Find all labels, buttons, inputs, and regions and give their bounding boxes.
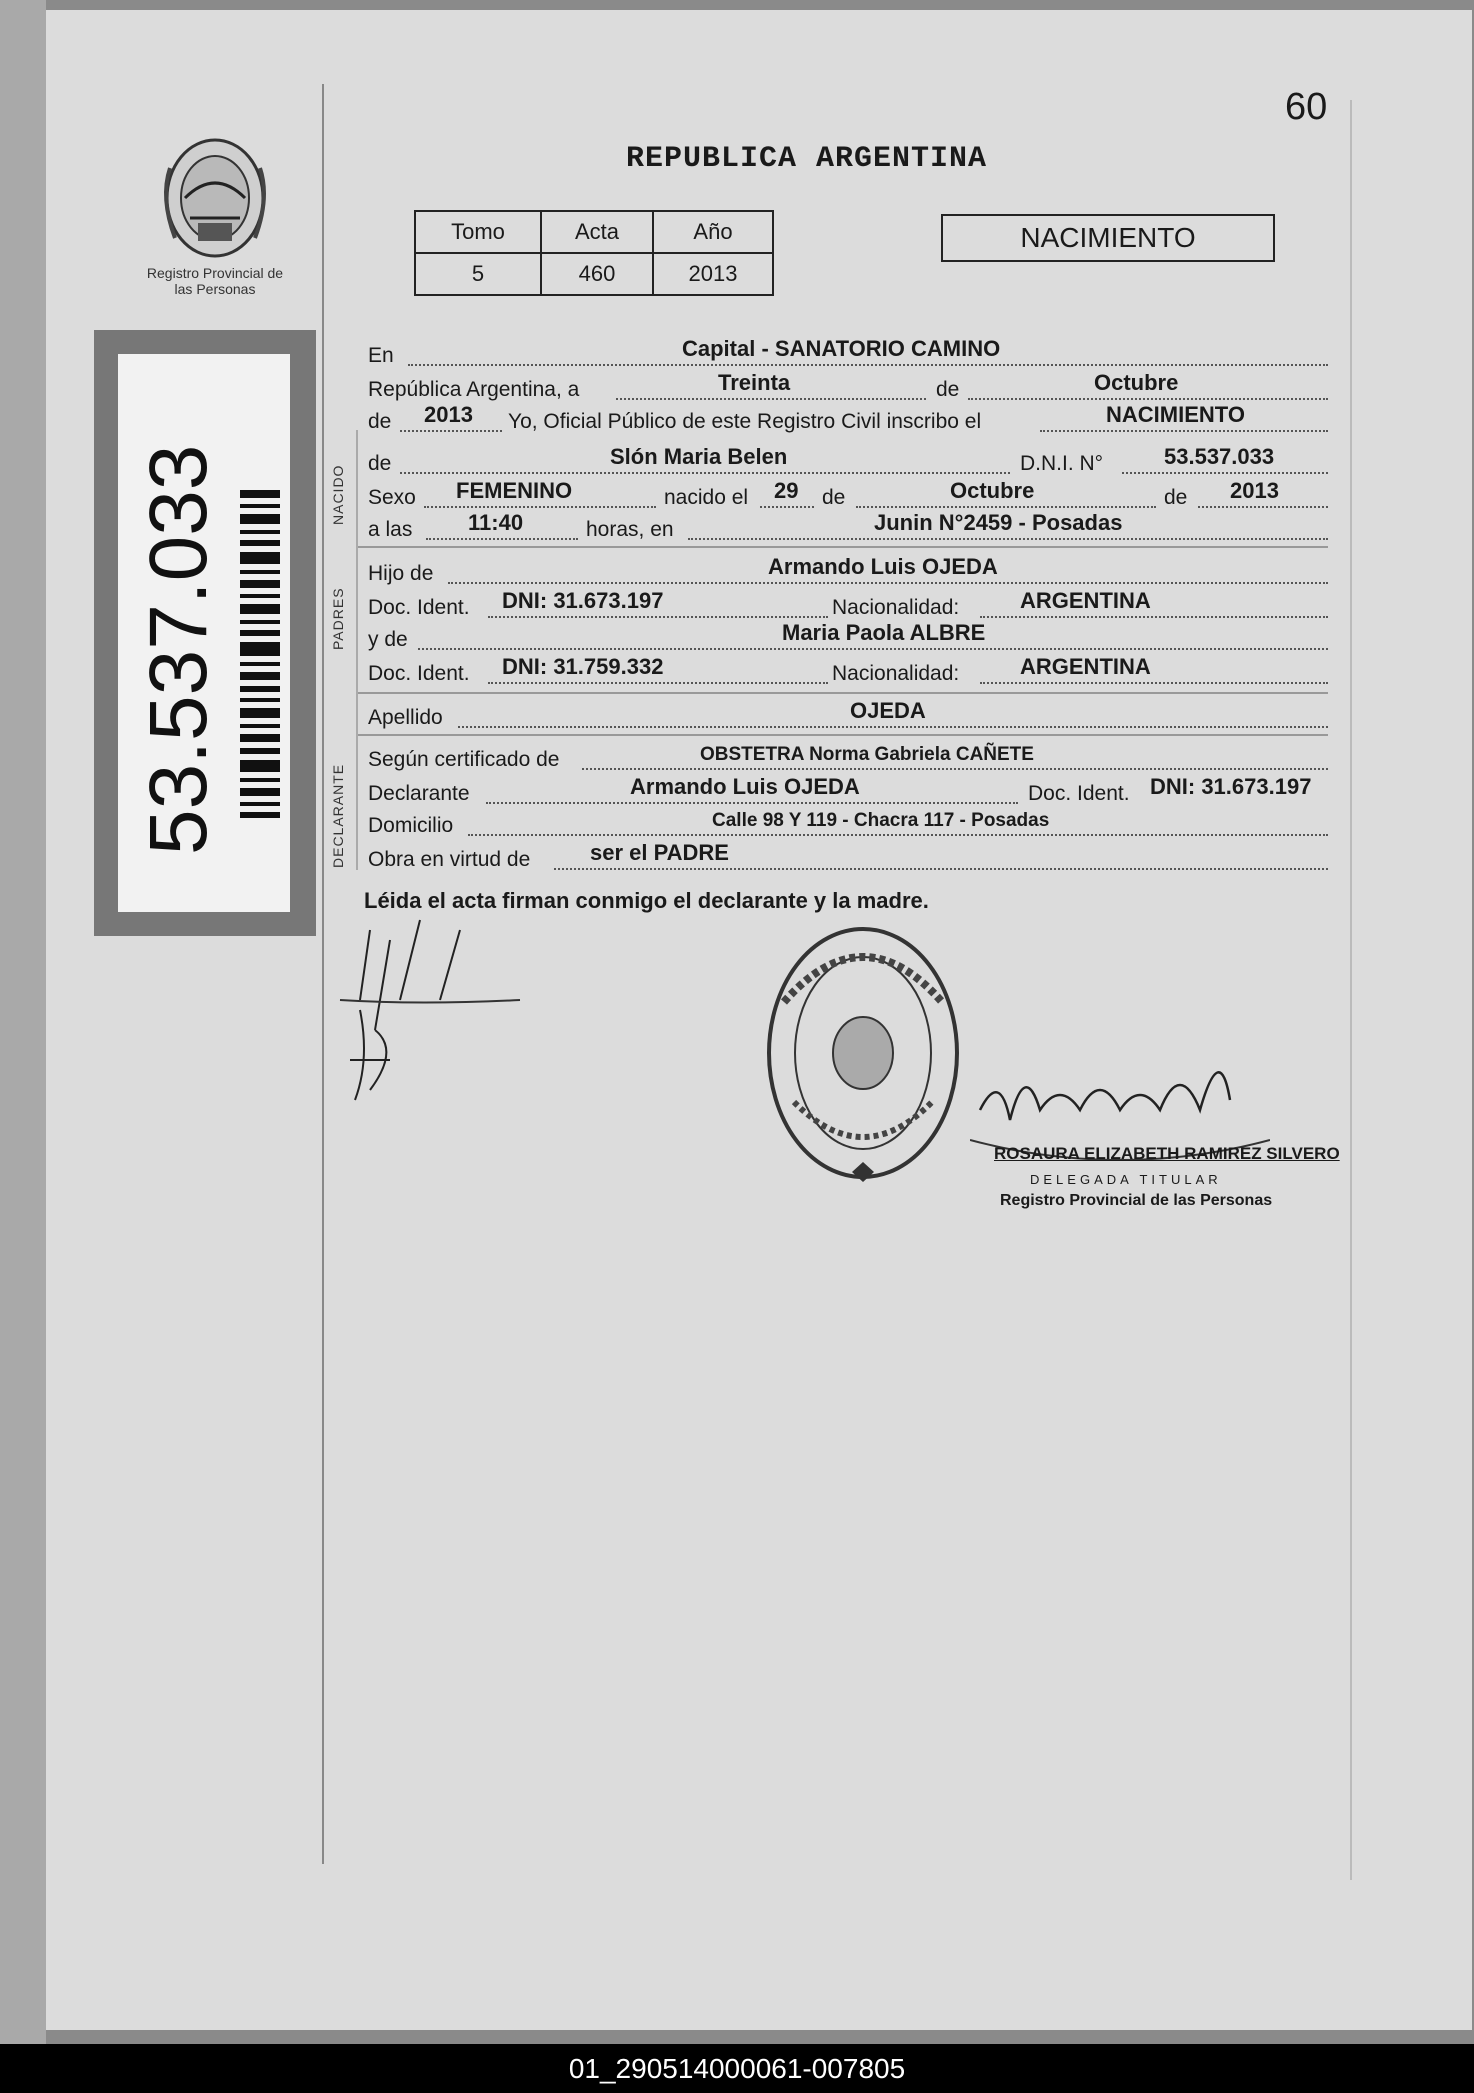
de5-label: de <box>1164 486 1188 509</box>
domicilio-value: Calle 98 Y 119 - Chacra 117 - Posadas <box>712 810 1050 831</box>
day-value: 29 <box>774 478 799 503</box>
signer-name: ROSAURA ELIZABETH RAMIREZ SILVERO <box>994 1144 1340 1163</box>
de-label: de <box>936 378 960 401</box>
row-sexo <box>368 480 1328 512</box>
row-doc2 <box>368 656 1328 688</box>
row-yo <box>368 404 1328 436</box>
doc1-label: Doc. Ident. <box>368 596 470 619</box>
row-declarante <box>368 776 1328 808</box>
scan-footer: 01_290514000061-007805 <box>0 2044 1474 2093</box>
ano-value: 2013 <box>653 253 773 295</box>
row-name <box>368 446 1328 478</box>
row-hora <box>368 512 1328 544</box>
de4-label: de <box>822 486 846 509</box>
scan-edge <box>0 0 46 2093</box>
father-value: Armando Luis OJEDA <box>768 554 998 579</box>
sexo-label: Sexo <box>368 486 416 509</box>
nac2-label: Nacionalidad: <box>832 662 960 685</box>
nac1-label: Nacionalidad: <box>832 596 960 619</box>
document-page <box>46 10 1472 2030</box>
apellido-label: Apellido <box>368 706 443 729</box>
row-mother <box>368 622 1328 654</box>
nacido-label: nacido el <box>664 486 749 509</box>
ano-header: Año <box>653 211 773 253</box>
birth-month-value: Octubre <box>950 478 1035 503</box>
yde-label: y de <box>368 628 408 651</box>
place-value: Junin N°2459 - Posadas <box>874 510 1123 535</box>
republica-label: República Argentina, a <box>368 378 580 401</box>
row-obra <box>368 842 1328 874</box>
hijo-label: Hijo de <box>368 562 434 585</box>
row-domicilio <box>368 808 1328 840</box>
horas-label: horas, en <box>586 518 674 541</box>
doc2-value: DNI: 31.759.332 <box>502 654 664 679</box>
declarante-label: Declarante <box>368 782 470 805</box>
barcode-number: 53.537.033 <box>133 444 224 855</box>
declarante-value: Armando Luis OJEDA <box>630 774 860 799</box>
en-label: En <box>368 344 394 367</box>
declarant-signature <box>330 910 530 1110</box>
signer-org: Registro Provincial de las Personas <box>1000 1192 1273 1209</box>
doc1-value: DNI: 31.673.197 <box>502 588 664 613</box>
doc2-label: Doc. Ident. <box>368 662 470 685</box>
official-stamp <box>764 922 962 1184</box>
year-value: 2013 <box>424 402 473 427</box>
nac1-value: ARGENTINA <box>1020 588 1151 613</box>
de3-label: de <box>368 452 392 475</box>
obra-value: ser el PADRE <box>590 840 729 865</box>
tomo-acta-table <box>414 210 774 296</box>
sexo-value: FEMENINO <box>456 478 573 503</box>
mother-value: Maria Paola ALBRE <box>782 620 986 645</box>
right-margin-line <box>1350 100 1352 1880</box>
registry-name: Registro Provincial de las Personas <box>146 265 284 297</box>
row-en <box>368 338 1328 370</box>
margin-line <box>322 84 324 1864</box>
side-label-padres: PADRES <box>330 587 346 650</box>
page-number: 60 <box>1285 86 1328 128</box>
obra-label: Obra en virtud de <box>368 848 531 871</box>
docdecl-value: DNI: 31.673.197 <box>1150 774 1312 799</box>
yo-label: Yo, Oficial Público de este Registro Civil inscribo el <box>508 410 982 433</box>
act-type-box: NACIMIENTO <box>941 214 1275 262</box>
row-apellido <box>368 700 1328 732</box>
month-value: Octubre <box>1094 370 1179 395</box>
row-republica <box>368 372 1328 404</box>
dni-value: 53.537.033 <box>1164 444 1275 469</box>
nac2-value: ARGENTINA <box>1020 654 1151 679</box>
separator-1 <box>358 546 1328 548</box>
name-value: Slón Maria Belen <box>610 444 788 469</box>
alas-label: a las <box>368 518 413 541</box>
domicilio-label: Domicilio <box>368 814 454 837</box>
apellido-value: OJEDA <box>850 698 926 723</box>
section-line <box>356 430 358 870</box>
dni-label: D.N.I. N° <box>1020 452 1104 475</box>
en-value: Capital - SANATORIO CAMINO <box>682 336 1001 361</box>
document-title: REPUBLICA ARGENTINA <box>626 142 988 176</box>
docdecl-label: Doc. Ident. <box>1028 782 1130 805</box>
row-hijo <box>368 556 1328 588</box>
acta-header: Acta <box>541 211 653 253</box>
tomo-value: 5 <box>415 253 541 295</box>
row-doc1 <box>368 590 1328 622</box>
closing-text: Léida el acta firman conmigo el declarante y la madre. <box>364 888 929 913</box>
birth-year-value: 2013 <box>1230 478 1279 503</box>
acta-value: 460 <box>541 253 653 295</box>
separator-2 <box>358 692 1328 694</box>
de2-label: de <box>368 410 392 433</box>
signer-role: DELEGADA TITULAR <box>1030 1172 1222 1187</box>
row-segun <box>368 742 1328 774</box>
province-seal-emblem <box>150 128 280 268</box>
side-label-declarante: DECLARANTE <box>330 763 346 868</box>
side-label-nacido: NACIDO <box>330 464 346 525</box>
segun-value: OBSTETRA Norma Gabriela CAÑETE <box>700 744 1034 765</box>
republica-value: Treinta <box>718 370 791 395</box>
separator-3 <box>358 734 1328 736</box>
time-value: 11:40 <box>468 510 524 535</box>
inscribo-value: NACIMIENTO <box>1106 402 1245 427</box>
segun-label: Según certificado de <box>368 748 560 771</box>
tomo-header: Tomo <box>415 211 541 253</box>
